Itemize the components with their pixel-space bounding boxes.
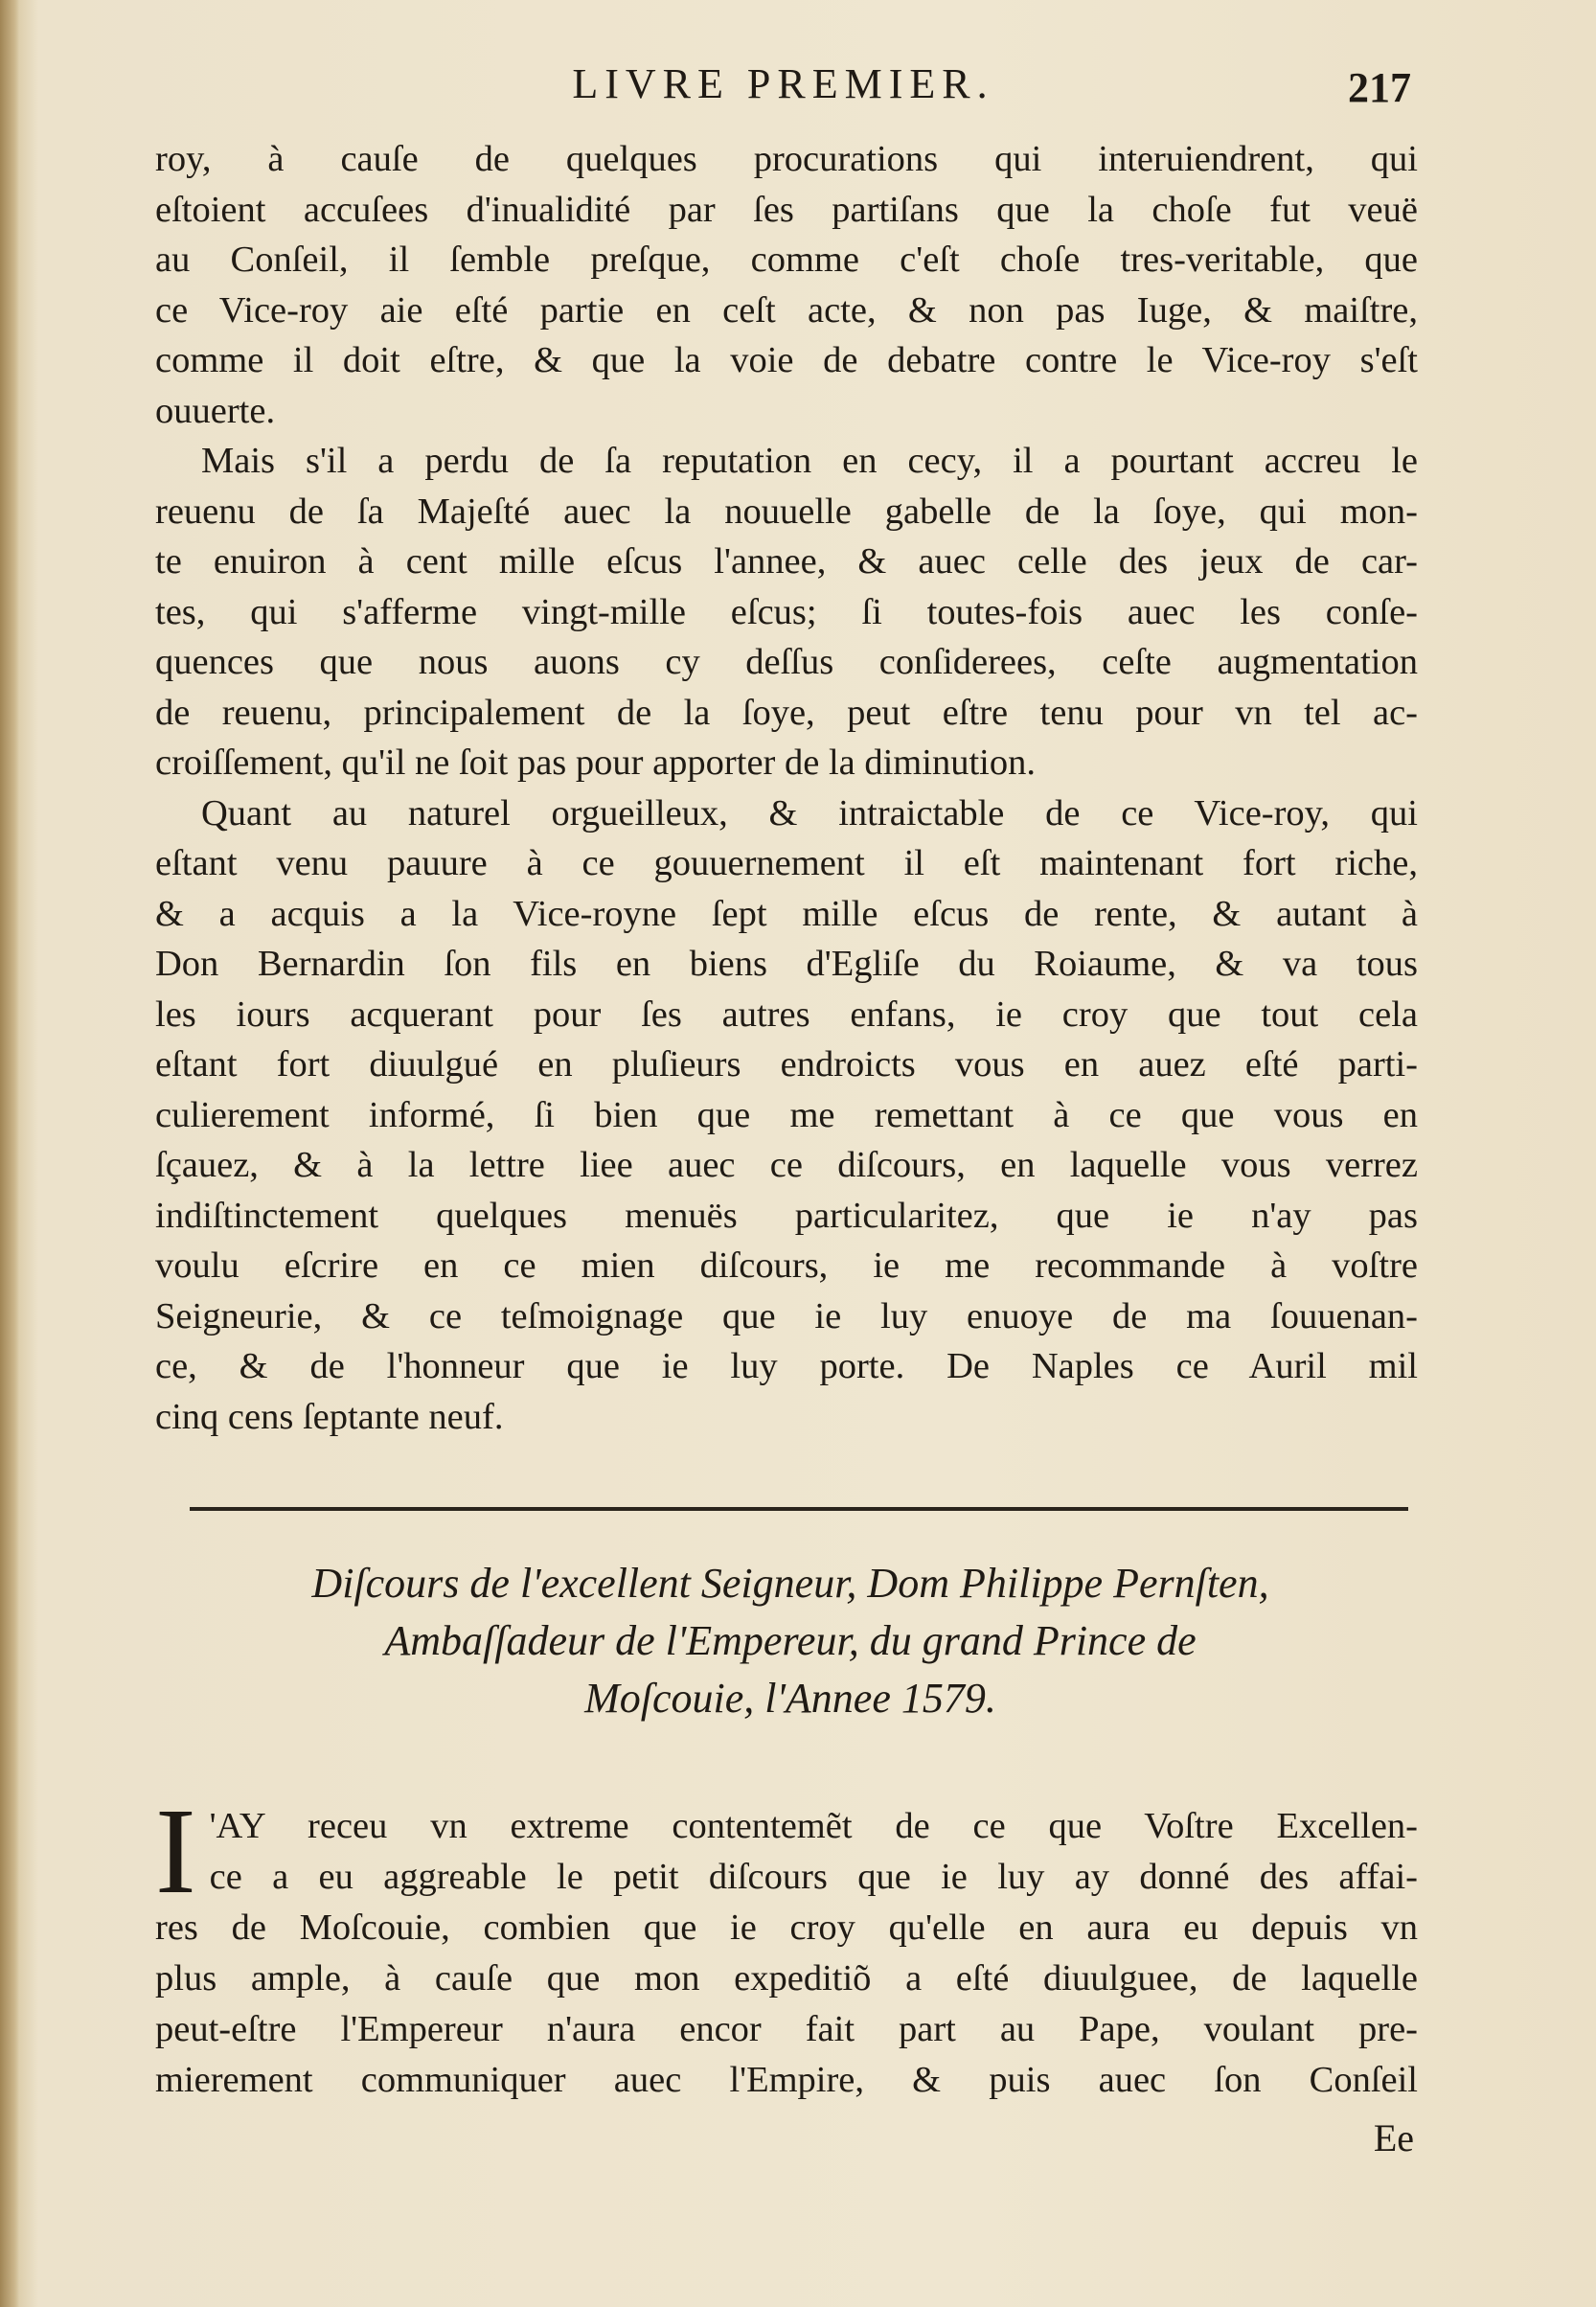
drop-cap: I bbox=[155, 1783, 196, 1919]
text-line: plus ample, à cauſe que mon expeditiõ a eſté diuulguee, de laquelle bbox=[155, 1958, 1418, 1999]
title-line: Moſcouie, l'Annee 1579. bbox=[584, 1675, 996, 1722]
text-line: au Conſeil, il ſemble preſque, comme c'eſt choſe tres-veritable, que bbox=[155, 240, 1418, 280]
text-line: comme il doit eſtre, & que la voie de debatre contre le Vice-roy s'eſt bbox=[155, 340, 1418, 380]
text-line: les iours acquerant pour ſes autres enfans, ie croy que tout cela bbox=[155, 994, 1418, 1035]
text-line: ce, & de l'honneur que ie luy porte. De Naples ce Auril mil bbox=[155, 1346, 1418, 1386]
text-line: Mais s'il a perdu de ſa reputation en cecy, il a pourtant accreu le bbox=[201, 441, 1418, 481]
text-line: ce Vice-roy aie eſté partie en ceſt acte, & non pas Iuge, & maiſtre, bbox=[155, 289, 1418, 331]
text-line: croiſſement, qu'il ne ſoit pas pour apporter de la diminution. bbox=[155, 742, 1036, 783]
catchword: Ee bbox=[1373, 2116, 1414, 2159]
text-line: Seigneurie, & ce teſmoignage que ie luy enuoye de ma ſouuenan- bbox=[155, 1295, 1418, 1336]
text-line: indiſtinctement quelques menuës particularitez, que ie n'ay pas bbox=[155, 1195, 1418, 1236]
discourse-text bbox=[155, 1783, 1418, 2106]
text-line: res de Moſcouie, combien que ie croy qu'elle en aura eu depuis vn bbox=[155, 1907, 1418, 1948]
section-title bbox=[153, 1555, 1427, 1727]
text-line: tes, qui s'afferme vingt-mille eſcus; ſi toutes-fois auec les conſe- bbox=[155, 591, 1418, 632]
text-line: & a acquis a la Vice-royne ſept mille eſcus de rente, & autant à bbox=[155, 893, 1418, 934]
text-line: te enuiron à cent mille eſcus l'annee, & auec celle des jeux de car- bbox=[155, 541, 1418, 582]
text-line: quences que nous auons cy deſſus conſiderees, ceſte augmentation bbox=[155, 642, 1418, 682]
text-line: roy, à cauſe de quelques procurations qui interuiendrent, qui bbox=[155, 139, 1418, 179]
text-line: eſtoient accuſees d'inualidité par ſes partiſans que la choſe fut veuë bbox=[155, 189, 1418, 230]
text-line: culierement informé, ſi bien que me remettant à ce que vous en bbox=[155, 1094, 1418, 1135]
title-line: Diſcours de l'excellent Seigneur, Dom Philippe Pernſten, bbox=[311, 1560, 1269, 1607]
text-line: ce a eu aggreable le petit diſcours que ie luy ay donné des affai- bbox=[209, 1857, 1418, 1897]
text-line: ſçauez, & à la lettre liee auec ce diſcours, en laquelle vous verrez bbox=[155, 1145, 1418, 1185]
main-text bbox=[155, 134, 1418, 1442]
text-line: de reuenu, principalement de la ſoye, peut eſtre tenu pour vn tel ac- bbox=[155, 692, 1418, 733]
text-line: eſtant fort diuulgué en pluſieurs endroicts vous en auez eſté parti- bbox=[155, 1044, 1418, 1085]
text-line: Quant au naturel orgueilleux, & intraictable de ce Vice-roy, qui bbox=[201, 792, 1418, 834]
title-line: Ambaſſadeur de l'Empereur, du grand Prince de bbox=[384, 1617, 1197, 1664]
text-line: cinq cens ſeptante neuf. bbox=[155, 1396, 504, 1437]
text-line: mierement communiquer auec l'Empire, & puis auec ſon Conſeil bbox=[155, 2060, 1418, 2100]
text-line: Don Bernardin ſon fils en biens d'Egliſe du Roiaume, & va tous bbox=[155, 944, 1418, 984]
section-divider bbox=[190, 1507, 1408, 1511]
text-line: 'AY receu vn extreme contentemẽt de ce que Voſtre Excellen- bbox=[209, 1806, 1418, 1846]
text-line: peut-eſtre l'Empereur n'aura encor fait part au Pape, voulant pre- bbox=[155, 2009, 1418, 2049]
text-line: ouuerte. bbox=[155, 390, 276, 431]
text-line: eſtant venu pauure à ce gouuernement il eſt maintenant fort riche, bbox=[155, 843, 1418, 883]
page-number: 217 bbox=[1348, 64, 1411, 111]
text-line: voulu eſcrire en ce mien diſcours, ie me recommande à voſtre bbox=[155, 1245, 1418, 1286]
page-header bbox=[144, 59, 1423, 126]
page-binding-edge bbox=[0, 0, 19, 2307]
text-line: reuenu de ſa Majeſté auec la nouuelle gabelle de la ſoye, qui mon- bbox=[155, 491, 1418, 532]
running-head: LIVRE PREMIER. bbox=[572, 60, 994, 107]
